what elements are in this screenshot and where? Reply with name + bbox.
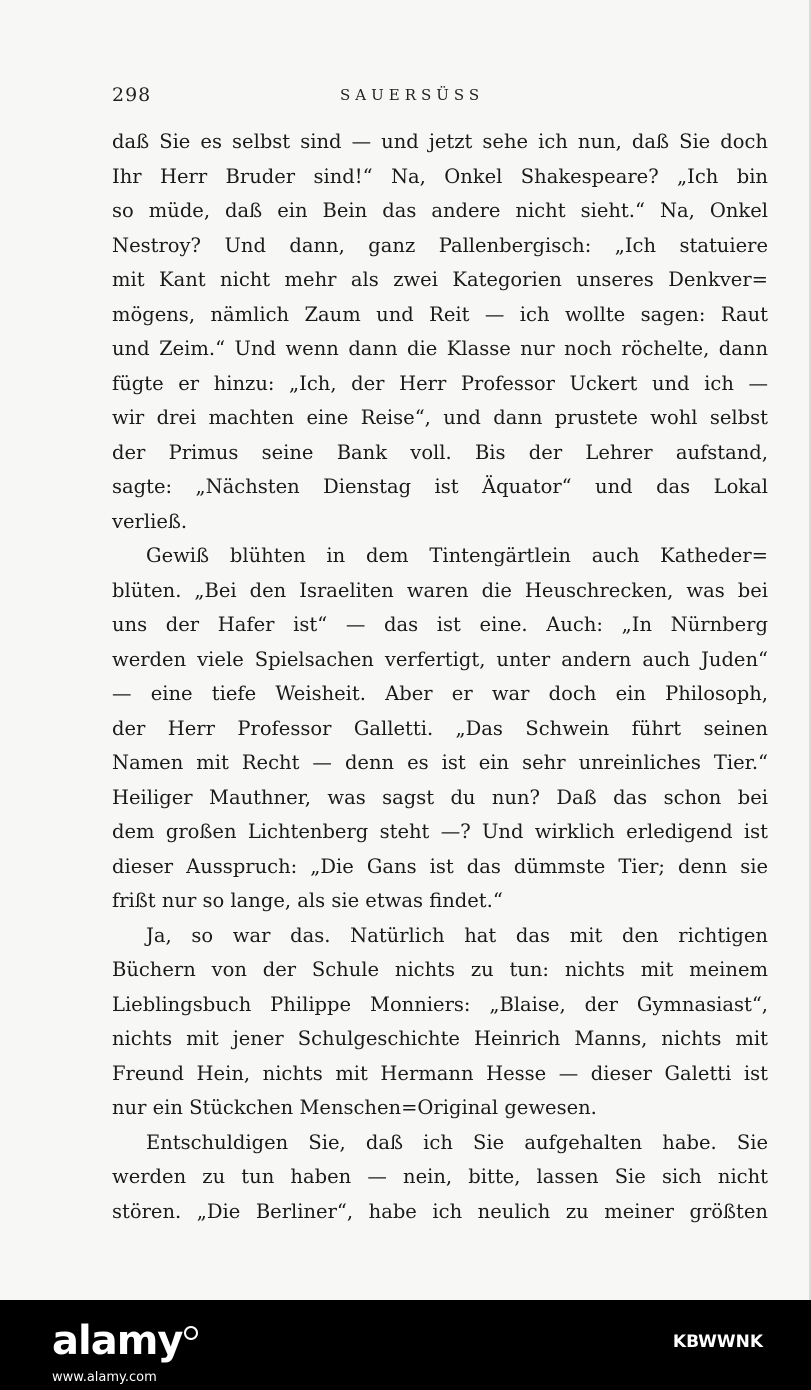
text-line: werden viele Spielsachen verfertigt, unter andern auch Juden“ — [112, 647, 768, 671]
text-line: der Primus seine Bank voll. Bis der Lehrer aufstand, — [112, 440, 768, 464]
text-line: mit Kant nicht mehr als zwei Kategorien unseres Denkver= — [112, 268, 768, 291]
alamy-logo — [52, 1318, 198, 1364]
text-line: Gewiß blühten in dem Tintengärtlein auch Katheder= — [146, 544, 768, 567]
text-line: dem großen Lichtenberg steht —? Und wirklich erledigend ist — [112, 820, 768, 843]
text-line: und Zeim.“ Und wenn dann die Klasse nur noch röchelte, dann — [112, 337, 768, 360]
text-line: — eine tiefe Weisheit. Aber er war doch ein Philosoph, — [112, 682, 768, 705]
text-line: werden zu tun haben — nein, bitte, lassen Sie sich nicht — [112, 1165, 768, 1188]
text-line: daß Sie es selbst sind — und jetzt sehe ich nun, daß Sie doch — [112, 130, 768, 153]
text-line: dieser Ausspruch: „Die Gans ist das dümmste Tier; denn sie — [112, 854, 768, 878]
body-text — [112, 125, 768, 1229]
text-line: mögens, nämlich Zaum und Reit — ich wollte sagen: Raut — [112, 302, 768, 326]
registered-mark-icon — [184, 1326, 198, 1340]
text-line: der Herr Professor Galletti. „Das Schwein führt seinen — [112, 716, 768, 740]
image-id: KBWWNK — [672, 1332, 763, 1352]
text-line: Ja, so war das. Natürlich hat das mit den richtigen — [146, 923, 768, 947]
text-line: nur ein Stückchen Menschen=Original gewesen. — [112, 1096, 597, 1119]
logo-text: alamy — [52, 1318, 183, 1364]
page-number: 298 — [112, 84, 152, 106]
text-line: Büchern von der Schule nichts zu tun: nichts mit meinem — [112, 958, 768, 981]
text-line: Ihr Herr Bruder sind!“ Na, Onkel Shakespeare? „Ich bin — [112, 164, 768, 188]
text-line: stören. „Die Berliner“, habe ich neulich zu meiner größten — [112, 1199, 768, 1223]
running-head: SAUERSÜSS — [340, 86, 485, 104]
text-line: wir drei machten eine Reise“, und dann prustete wohl selbst — [112, 406, 768, 429]
text-line: so müde, daß ein Bein das andere nicht sieht.“ Na, Onkel — [112, 199, 768, 222]
text-line: fügte er hinzu: „Ich, der Herr Professor Uckert und ich — — [112, 371, 768, 395]
text-line: frißt nur so lange, als sie etwas findet.“ — [112, 889, 503, 912]
site-url: www.alamy.com — [52, 1370, 157, 1385]
text-line: Lieblingsbuch Philippe Monniers: „Blaise, der Gymnasiast“, — [112, 992, 768, 1016]
text-line: uns der Hafer ist“ — das ist eine. Auch: „In Nürnberg — [112, 613, 768, 636]
text-line: nichts mit jener Schulgeschichte Heinrich Manns, nichts mit — [112, 1027, 768, 1050]
text-line: Nestroy? Und dann, ganz Pallenbergisch: „Ich statuiere — [112, 233, 768, 257]
text-line: Entschuldigen Sie, daß ich Sie aufgehalten habe. Sie — [146, 1130, 768, 1154]
text-line: Namen mit Recht — denn es ist ein sehr unreinliches Tier.“ — [112, 751, 768, 774]
text-line: verließ. — [112, 509, 188, 533]
text-line: Freund Hein, nichts mit Hermann Hesse — dieser Galetti ist — [112, 1061, 768, 1085]
watermark-bar — [0, 1300, 811, 1390]
text-line: sagte: „Nächsten Dienstag ist Äquator“ und das Lokal — [112, 475, 768, 498]
text-line: blüten. „Bei den Israeliten waren die Heuschrecken, was bei — [112, 578, 768, 602]
text-line: Heiliger Mauthner, was sagst du nun? Daß das schon bei — [112, 785, 768, 809]
